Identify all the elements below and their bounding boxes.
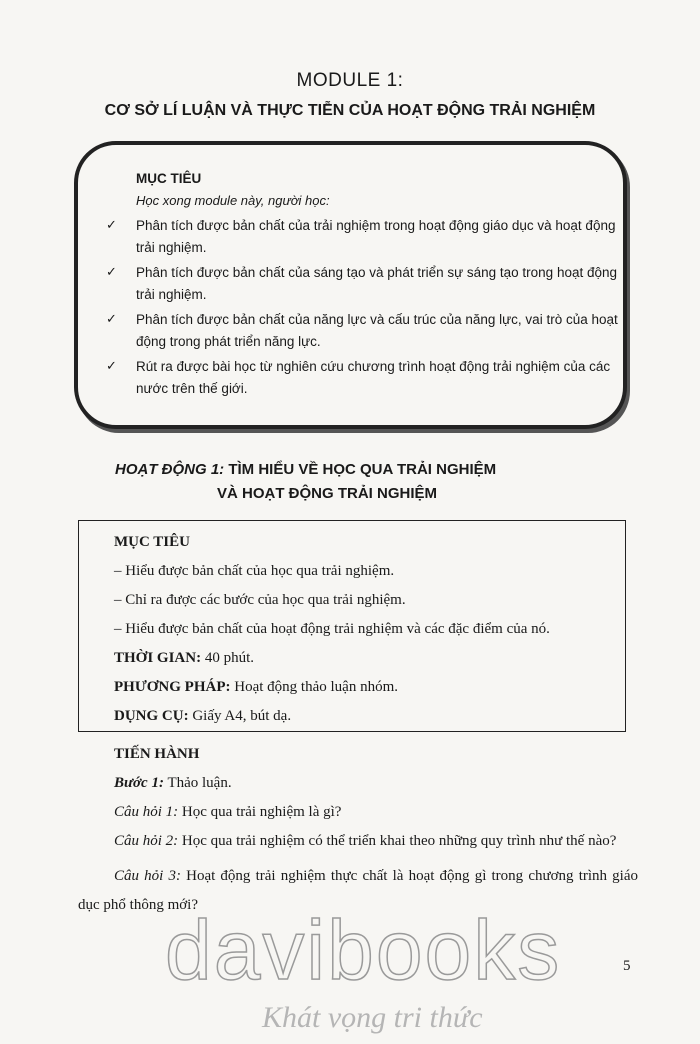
objective-item <box>106 309 621 353</box>
time-value: 40 phút. <box>204 650 255 666</box>
goal-item: – Hiểu được bản chất của học qua trải nghiệm. <box>114 563 395 579</box>
goal-item: – Chỉ ra được các bước của học qua trải nghiệm. <box>114 592 406 608</box>
method-row <box>114 673 619 702</box>
question-label: Câu hỏi 1: <box>114 804 179 820</box>
objective-text: Phân tích được bản chất của trải nghiệm trong hoạt động giáo dục và hoạt động trải nghiệm. <box>136 218 616 255</box>
time-label: THỜI GIAN: <box>114 650 202 666</box>
checkmark-icon: ✓ <box>106 312 117 327</box>
question-label: Câu hỏi 2: <box>114 833 179 849</box>
procedure-heading: TIẾN HÀNH <box>114 746 200 762</box>
checkmark-icon: ✓ <box>106 359 117 374</box>
checkmark-icon: ✓ <box>106 218 117 233</box>
goal-item: – Hiểu được bản chất của hoạt động trải nghiệm và các đặc điểm của nó. <box>114 621 550 637</box>
question-text: Học qua trải nghiệm có thể triển khai theo những quy trình như thế nào? <box>181 833 617 849</box>
question-text: Học qua trải nghiệm là gì? <box>181 804 342 820</box>
step-row <box>78 769 638 798</box>
objective-text: Phân tích được bản chất của năng lực và cấu trúc của năng lực, vai trò của hoạt động trong phát triển năng lực. <box>136 312 618 349</box>
objective-text: Rút ra được bài học từ nghiên cứu chương trình hoạt động trải nghiệm của các nước trên thế giới. <box>136 359 611 396</box>
objectives-heading: MỤC TIÊU <box>136 171 202 186</box>
activity-label: HOẠT ĐỘNG 1: <box>115 461 225 478</box>
procedure-section <box>78 740 638 920</box>
question-text: Hoạt động trải nghiệm thực chất là hoạt động gì trong chương trình giáo dục phổ thông mới? <box>78 868 638 913</box>
module-subtitle: CƠ SỞ LÍ LUẬN VÀ THỰC TIỄN CỦA HOẠT ĐỘNG TRẢI NGHIỆM <box>104 102 596 119</box>
objectives-section <box>106 160 621 400</box>
watermark-tagline: Khát vọng tri thức <box>262 1001 483 1034</box>
time-row <box>114 644 619 673</box>
objective-item <box>106 215 621 259</box>
method-label: PHƯƠNG PHÁP: <box>114 679 231 695</box>
step-text: Thảo luận. <box>167 775 232 791</box>
objectives-intro: Học xong module này, người học: <box>136 193 330 208</box>
activity-title <box>115 458 615 506</box>
objective-text: Phân tích được bản chất của sáng tạo và phát triển sự sáng tạo trong hoạt động trải nghiệm. <box>136 265 617 302</box>
watermark-brand: davibooks <box>165 903 562 997</box>
objectives-list <box>106 215 621 400</box>
tools-label: DỤNG CỤ: <box>114 708 189 724</box>
objective-item <box>106 356 621 400</box>
objective-item <box>106 262 621 306</box>
module-title: MODULE 1: <box>296 70 404 91</box>
tools-row <box>114 702 619 731</box>
method-value: Hoạt động thảo luận nhóm. <box>234 679 398 695</box>
activity-title-line1: TÌM HIỂU VỀ HỌC QUA TRẢI NGHIỆM <box>228 461 497 478</box>
step-label: Bước 1: <box>114 775 164 791</box>
tools-value: Giấy A4, bút dạ. <box>192 708 292 724</box>
question-row <box>78 827 638 856</box>
activity-title-line2: VÀ HOẠT ĐỘNG TRẢI NGHIỆM <box>217 485 437 502</box>
checkmark-icon: ✓ <box>106 265 117 280</box>
page-number: 5 <box>623 958 631 974</box>
activity-goal-section <box>114 528 619 731</box>
goal-heading: MỤC TIÊU <box>114 534 190 550</box>
question-label: Câu hỏi 3: <box>114 868 181 884</box>
question-row <box>78 798 638 827</box>
